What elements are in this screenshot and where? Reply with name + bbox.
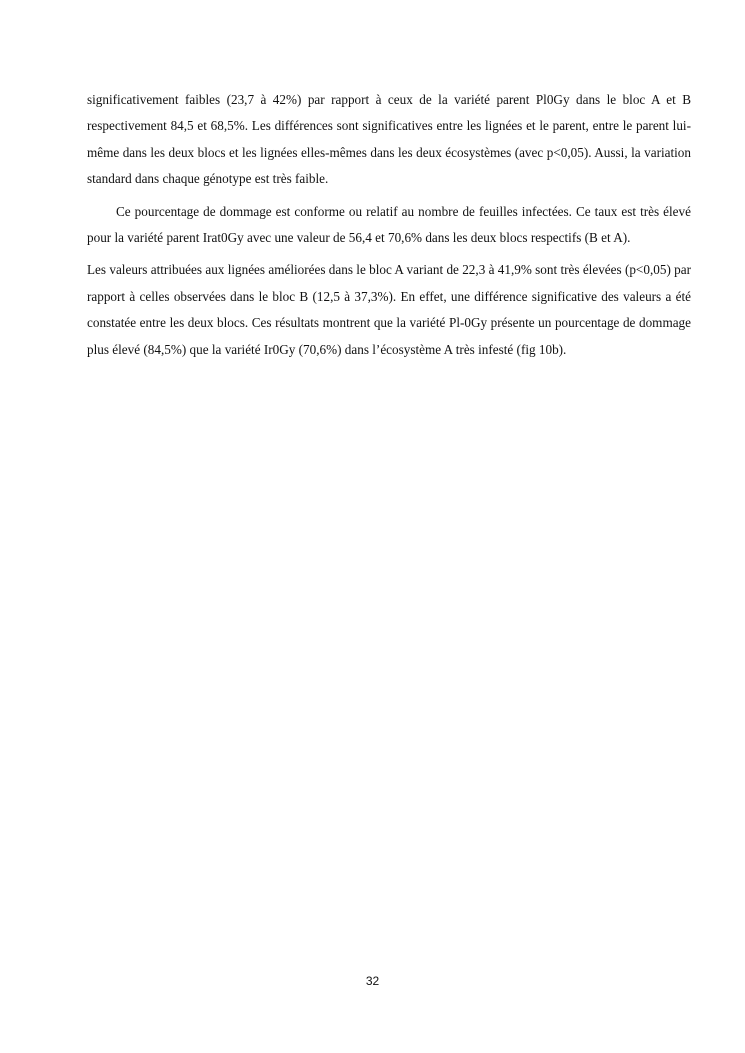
body-text (87, 87, 691, 363)
page-number: 32 (365, 974, 380, 988)
paragraph-improved-lines: Les valeurs attribuées aux lignées améliorées dans le bloc A variant de 22,3 à 41,9% sont très élevées (p<0,05) par rapport à celles observées dans le bloc B (12,5 à 37,3%). En effet, une différence significative des valeurs a été constatée entre les deux blocs. Ces résultats montrent que la variété Pl-0Gy présente un pourcentage de dommage plus élevé (84,5%) que la variété Ir0Gy (70,6%) dans l’écosystème A très infesté (fig 10b). (87, 262, 691, 357)
paragraph-results-continued: significativement faibles (23,7 à 42%) par rapport à ceux de la variété parent Pl0Gy dans le bloc A et B respectivement 84,5 et 68,5%. Les différences sont significatives entre les lignées et le parent, entre le parent lui-même dans les deux blocs et les lignées elles-mêmes dans les deux écosystèmes (avec p<0,05). Aussi, la variation standard dans chaque génotype est très faible. (87, 92, 691, 187)
paragraph-damage-percentage: Ce pourcentage de dommage est conforme ou relatif au nombre de feuilles infectées. Ce taux est très élevé pour la variété parent Irat0Gy avec une valeur de 56,4 et 70,6% dans les deux blocs respectifs (B et A). (87, 203, 691, 246)
